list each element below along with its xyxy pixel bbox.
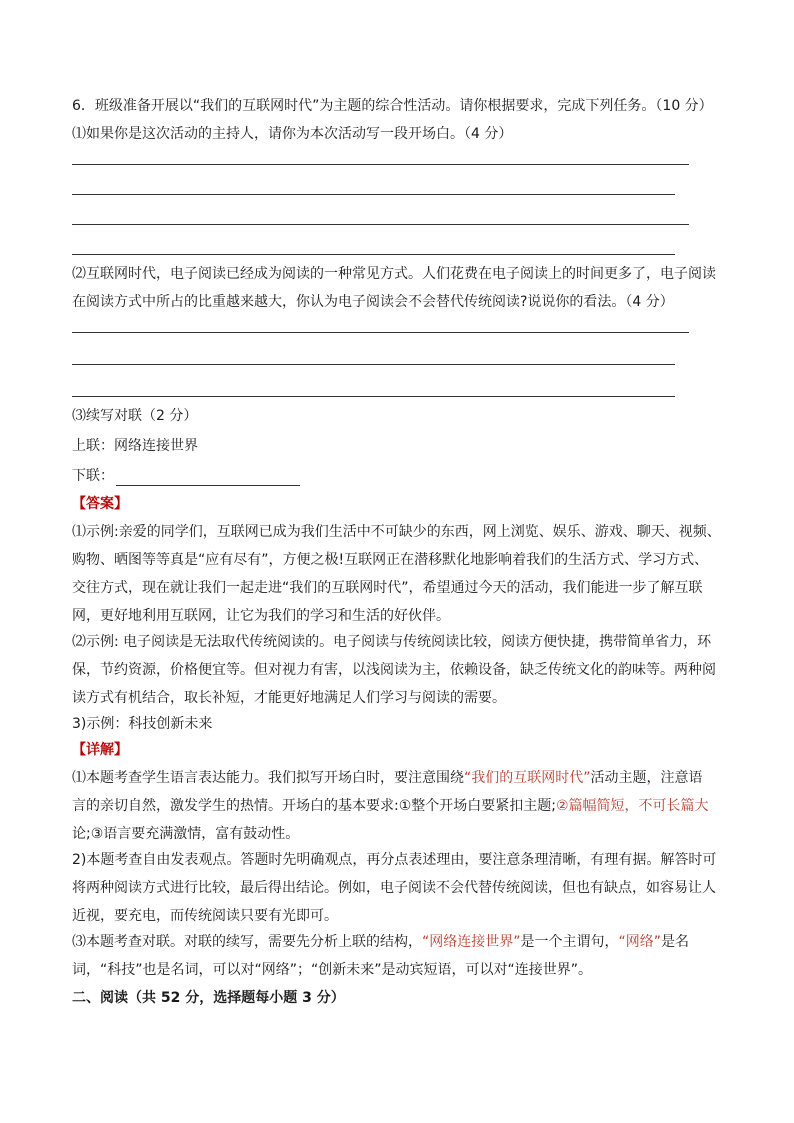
answer-line[interactable] (72, 396, 675, 397)
answer-1-line2: 购物、晒图等等真是“应有尽有”，方便之极!互联网正在潜移默化地影响着我们的生活方式、学习方式、 (72, 552, 709, 568)
detail-2-line1: 2)本题考查自由发表观点。答题时先明确观点，再分点表述理由，要注意条理清晰，有理有据。解答时可 (72, 852, 717, 868)
highlight-text: ②篇幅简短，不可长篇大 (555, 798, 709, 814)
detail-text: 是一个主谓句， (520, 934, 619, 950)
answer-1-line4: 网，更好地利用互联网，让它为我们的学习和生活的好伙伴。 (72, 608, 450, 624)
detail-3-line1 (72, 932, 689, 952)
couplet-lower-blank[interactable] (116, 469, 300, 486)
answer-3: 3)示例：科技创新未来 (72, 716, 213, 732)
answer-line[interactable] (72, 224, 689, 225)
detail-3-line2: 词，“科技”也是名词，可以对“网络”；“创新未来”是动宾短语，可以对“连接世界”。 (72, 962, 593, 978)
couplet-lower-label: 下联： (72, 468, 114, 484)
detail-text: 言的亲切自然，激发学生的热情。开场白的基本要求:①整个开场白要紧扣主题; (72, 798, 556, 814)
question-6-part-3: ⑶续写对联（2 分） (72, 408, 198, 424)
answer-1-line3: 交往方式，现在就让我们一起走进“我们的互联网时代”，希望通过今天的活动，我们能进一步了解互联 (72, 580, 703, 596)
answer-line[interactable] (72, 254, 675, 255)
answer-line[interactable] (72, 194, 675, 195)
couplet-upper: 上联：网络连接世界 (72, 438, 198, 454)
question-6-title: 6．班级准备开展以“我们的互联网时代”为主题的综合性活动。请你根据要求，完成下列任务。（10 分） (72, 98, 713, 114)
detail-2-line3: 近视，要充电，而传统阅读只要有光即可。 (72, 908, 338, 924)
detail-label: 【详解】 (72, 742, 128, 758)
highlight-text: “我们的互联网时代” (464, 770, 591, 786)
detail-2-line2: 将两种阅读方式进行比较，最后得出结论。例如，电子阅读不会代替传统阅读，但也有缺点，如容易让人 (72, 880, 716, 896)
answer-2-line3: 读方式有机结合，取长补短，才能更好地满足人们学习与阅读的需要。 (72, 690, 506, 706)
section-2-title: 二、阅读（共 52 分，选择题每小题 3 分） (72, 990, 345, 1006)
question-6-part-1: ⑴如果你是这次活动的主持人，请你为本次活动写一段开场白。（4 分） (72, 126, 513, 142)
detail-text: 是名 (661, 934, 690, 950)
answer-line[interactable] (72, 164, 689, 165)
detail-text: ⑶本题考查对联。对联的续写，需要先分析上联的结构， (72, 934, 422, 950)
couplet-lower (72, 466, 300, 486)
answer-1-line1: ⑴示例:亲爱的同学们，互联网已成为我们生活中不可缺少的东西，网上浏览、娱乐、游戏、聊天、视频、 (72, 524, 721, 540)
answer-line[interactable] (72, 332, 689, 333)
highlight-text: “网络连接世界” (422, 934, 521, 950)
detail-1-line1 (72, 768, 703, 788)
answer-2-line1: ⑵示例: 电子阅读是无法取代传统阅读的。电子阅读与传统阅读比较，阅读方便快捷，携带简单省力，环 (72, 634, 712, 650)
answer-2-line2: 保，节约资源，价格便宜等。但对视力有害，以浅阅读为主，依赖设备，缺乏传统文化的韵味等。两种阅 (72, 662, 716, 678)
answer-label: 【答案】 (72, 496, 128, 512)
answer-line[interactable] (72, 364, 675, 365)
question-6-part-2-line1: ⑵互联网时代，电子阅读已经成为阅读的一种常见方式。人们花费在电子阅读上的时间更多了，电子阅读 (72, 266, 716, 282)
detail-text: 活动主题，注意语 (590, 770, 703, 786)
detail-text: ⑴本题考查学生语言表达能力。我们拟写开场白时，要注意围绕 (72, 770, 464, 786)
question-6-part-2-line2: 在阅读方式中所占的比重越来越大，你认为电子阅读会不会替代传统阅读?说说你的看法。（4 分） (72, 294, 674, 310)
detail-1-line3: 论;③语言要充满激情，富有鼓动性。 (72, 826, 300, 842)
highlight-text: “网络” (618, 934, 662, 950)
detail-1-line2 (72, 796, 709, 816)
